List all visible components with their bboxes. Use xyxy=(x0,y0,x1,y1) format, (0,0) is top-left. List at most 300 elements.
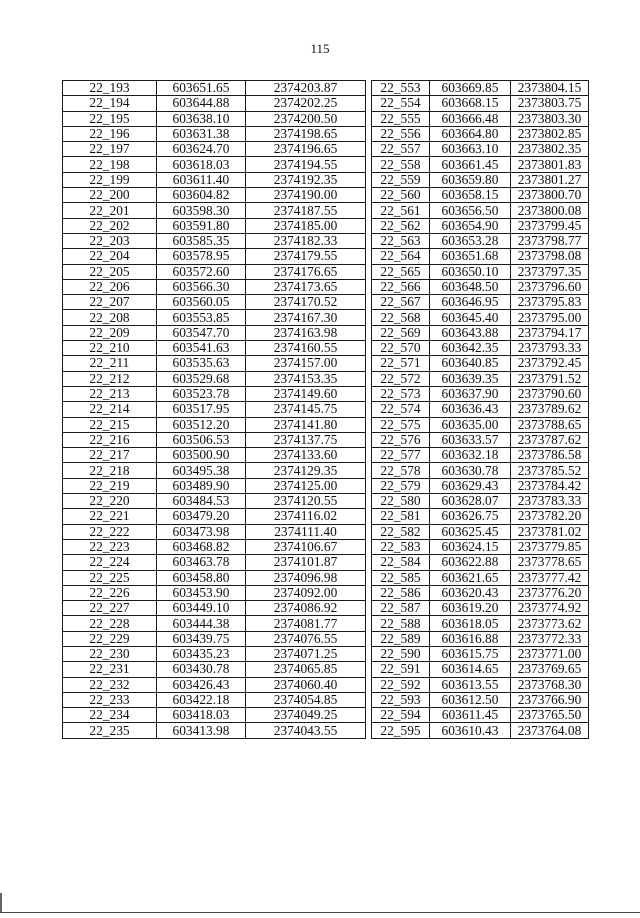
point-id-cell: 22_575 xyxy=(372,417,430,432)
x-coordinate-cell: 603547.70 xyxy=(157,325,246,340)
y-coordinate-cell: 2374160.55 xyxy=(246,341,366,356)
point-id-cell: 22_202 xyxy=(63,218,157,233)
point-id-cell: 22_224 xyxy=(63,555,157,570)
point-id-cell: 22_578 xyxy=(372,463,430,478)
point-id-cell: 22_194 xyxy=(63,96,157,111)
x-coordinate-cell: 603444.38 xyxy=(157,616,246,631)
point-id-cell: 22_216 xyxy=(63,432,157,447)
point-id-cell: 22_590 xyxy=(372,646,430,661)
x-coordinate-cell: 603413.98 xyxy=(157,723,246,738)
x-coordinate-cell: 603635.00 xyxy=(430,417,511,432)
point-id-cell: 22_197 xyxy=(63,142,157,157)
y-coordinate-cell: 2374149.60 xyxy=(246,386,366,401)
point-id-cell: 22_215 xyxy=(63,417,157,432)
point-id-cell: 22_573 xyxy=(372,386,430,401)
point-id-cell: 22_221 xyxy=(63,509,157,524)
y-coordinate-cell: 2374071.25 xyxy=(246,646,366,661)
table-row xyxy=(63,417,589,432)
x-coordinate-cell: 603529.68 xyxy=(157,371,246,386)
point-id-cell: 22_559 xyxy=(372,172,430,187)
y-coordinate-cell: 2373788.65 xyxy=(511,417,589,432)
x-coordinate-cell: 603523.78 xyxy=(157,386,246,401)
x-coordinate-cell: 603495.38 xyxy=(157,463,246,478)
x-coordinate-cell: 603506.53 xyxy=(157,432,246,447)
point-id-cell: 22_580 xyxy=(372,494,430,509)
point-id-cell: 22_566 xyxy=(372,279,430,294)
x-coordinate-cell: 603435.23 xyxy=(157,646,246,661)
y-coordinate-cell: 2374133.60 xyxy=(246,448,366,463)
table-row xyxy=(63,371,589,386)
table-row xyxy=(63,646,589,661)
x-coordinate-cell: 603591.80 xyxy=(157,218,246,233)
y-coordinate-cell: 2374182.33 xyxy=(246,233,366,248)
point-id-cell: 22_198 xyxy=(63,157,157,172)
y-coordinate-cell: 2374190.00 xyxy=(246,188,366,203)
y-coordinate-cell: 2374157.00 xyxy=(246,356,366,371)
point-id-cell: 22_554 xyxy=(372,96,430,111)
x-coordinate-cell: 603633.57 xyxy=(430,432,511,447)
y-coordinate-cell: 2373771.00 xyxy=(511,646,589,661)
y-coordinate-cell: 2373777.42 xyxy=(511,570,589,585)
y-coordinate-cell: 2373776.20 xyxy=(511,585,589,600)
table-row xyxy=(63,509,589,524)
y-coordinate-cell: 2373795.00 xyxy=(511,310,589,325)
point-id-cell: 22_208 xyxy=(63,310,157,325)
y-coordinate-cell: 2373772.33 xyxy=(511,631,589,646)
table-row xyxy=(63,325,589,340)
x-coordinate-cell: 603663.10 xyxy=(430,142,511,157)
point-id-cell: 22_576 xyxy=(372,432,430,447)
x-coordinate-cell: 603626.75 xyxy=(430,509,511,524)
point-id-cell: 22_214 xyxy=(63,402,157,417)
table-row xyxy=(63,585,589,600)
table-row xyxy=(63,111,589,126)
point-id-cell: 22_569 xyxy=(372,325,430,340)
x-coordinate-cell: 603479.20 xyxy=(157,509,246,524)
point-id-cell: 22_212 xyxy=(63,371,157,386)
point-id-cell: 22_584 xyxy=(372,555,430,570)
table-row xyxy=(63,356,589,371)
y-coordinate-cell: 2373792.45 xyxy=(511,356,589,371)
table-row xyxy=(63,463,589,478)
y-coordinate-cell: 2374167.30 xyxy=(246,310,366,325)
x-coordinate-cell: 603418.03 xyxy=(157,708,246,723)
point-id-cell: 22_213 xyxy=(63,386,157,401)
y-coordinate-cell: 2373804.15 xyxy=(511,81,589,96)
y-coordinate-cell: 2374111.40 xyxy=(246,524,366,539)
y-coordinate-cell: 2374203.87 xyxy=(246,81,366,96)
x-coordinate-cell: 603553.85 xyxy=(157,310,246,325)
point-id-cell: 22_567 xyxy=(372,295,430,310)
y-coordinate-cell: 2373783.33 xyxy=(511,494,589,509)
point-id-cell: 22_228 xyxy=(63,616,157,631)
x-coordinate-cell: 603535.63 xyxy=(157,356,246,371)
point-id-cell: 22_594 xyxy=(372,708,430,723)
y-coordinate-cell: 2373791.52 xyxy=(511,371,589,386)
point-id-cell: 22_563 xyxy=(372,233,430,248)
table-row xyxy=(63,188,589,203)
coordinates-table xyxy=(62,80,589,739)
y-coordinate-cell: 2373790.60 xyxy=(511,386,589,401)
y-coordinate-cell: 2374116.02 xyxy=(246,509,366,524)
y-coordinate-cell: 2373800.70 xyxy=(511,188,589,203)
point-id-cell: 22_218 xyxy=(63,463,157,478)
x-coordinate-cell: 603613.55 xyxy=(430,677,511,692)
y-coordinate-cell: 2373797.35 xyxy=(511,264,589,279)
x-coordinate-cell: 603422.18 xyxy=(157,692,246,707)
point-id-cell: 22_574 xyxy=(372,402,430,417)
y-coordinate-cell: 2373784.42 xyxy=(511,478,589,493)
y-coordinate-cell: 2373785.52 xyxy=(511,463,589,478)
x-coordinate-cell: 603639.35 xyxy=(430,371,511,386)
x-coordinate-cell: 603611.45 xyxy=(430,708,511,723)
table-row xyxy=(63,708,589,723)
y-coordinate-cell: 2374173.65 xyxy=(246,279,366,294)
x-coordinate-cell: 603651.68 xyxy=(430,249,511,264)
point-id-cell: 22_561 xyxy=(372,203,430,218)
point-id-cell: 22_568 xyxy=(372,310,430,325)
point-id-cell: 22_587 xyxy=(372,601,430,616)
point-id-cell: 22_195 xyxy=(63,111,157,126)
x-coordinate-cell: 603628.07 xyxy=(430,494,511,509)
x-coordinate-cell: 603473.98 xyxy=(157,524,246,539)
table-row xyxy=(63,96,589,111)
x-coordinate-cell: 603572.60 xyxy=(157,264,246,279)
table-row xyxy=(63,295,589,310)
y-coordinate-cell: 2374081.77 xyxy=(246,616,366,631)
x-coordinate-cell: 603650.10 xyxy=(430,264,511,279)
point-id-cell: 22_211 xyxy=(63,356,157,371)
point-id-cell: 22_579 xyxy=(372,478,430,493)
y-coordinate-cell: 2373779.85 xyxy=(511,539,589,554)
x-coordinate-cell: 603651.65 xyxy=(157,81,246,96)
y-coordinate-cell: 2374202.25 xyxy=(246,96,366,111)
scan-edge-mark xyxy=(0,893,2,913)
point-id-cell: 22_558 xyxy=(372,157,430,172)
point-id-cell: 22_564 xyxy=(372,249,430,264)
x-coordinate-cell: 603458.80 xyxy=(157,570,246,585)
x-coordinate-cell: 603512.20 xyxy=(157,417,246,432)
page-bottom-rule xyxy=(0,912,640,913)
x-coordinate-cell: 603643.88 xyxy=(430,325,511,340)
table-body xyxy=(63,81,589,739)
x-coordinate-cell: 603463.78 xyxy=(157,555,246,570)
table-row xyxy=(63,539,589,554)
x-coordinate-cell: 603636.43 xyxy=(430,402,511,417)
table-row xyxy=(63,723,589,738)
y-coordinate-cell: 2373801.27 xyxy=(511,172,589,187)
x-coordinate-cell: 603616.88 xyxy=(430,631,511,646)
table-row xyxy=(63,142,589,157)
point-id-cell: 22_201 xyxy=(63,203,157,218)
x-coordinate-cell: 603666.48 xyxy=(430,111,511,126)
y-coordinate-cell: 2374170.52 xyxy=(246,295,366,310)
point-id-cell: 22_586 xyxy=(372,585,430,600)
x-coordinate-cell: 603500.90 xyxy=(157,448,246,463)
y-coordinate-cell: 2373787.62 xyxy=(511,432,589,447)
x-coordinate-cell: 603656.50 xyxy=(430,203,511,218)
point-id-cell: 22_557 xyxy=(372,142,430,157)
point-id-cell: 22_595 xyxy=(372,723,430,738)
table-row xyxy=(63,233,589,248)
y-coordinate-cell: 2374198.65 xyxy=(246,126,366,141)
y-coordinate-cell: 2374185.00 xyxy=(246,218,366,233)
y-coordinate-cell: 2374137.75 xyxy=(246,432,366,447)
y-coordinate-cell: 2373778.65 xyxy=(511,555,589,570)
x-coordinate-cell: 603426.43 xyxy=(157,677,246,692)
x-coordinate-cell: 603541.63 xyxy=(157,341,246,356)
table-row xyxy=(63,81,589,96)
y-coordinate-cell: 2373800.08 xyxy=(511,203,589,218)
y-coordinate-cell: 2373803.30 xyxy=(511,111,589,126)
x-coordinate-cell: 603654.90 xyxy=(430,218,511,233)
y-coordinate-cell: 2373768.30 xyxy=(511,677,589,692)
y-coordinate-cell: 2374179.55 xyxy=(246,249,366,264)
table-row xyxy=(63,478,589,493)
table-row xyxy=(63,601,589,616)
point-id-cell: 22_565 xyxy=(372,264,430,279)
table-row xyxy=(63,677,589,692)
point-id-cell: 22_583 xyxy=(372,539,430,554)
table-row xyxy=(63,310,589,325)
table-row xyxy=(63,157,589,172)
y-coordinate-cell: 2374054.85 xyxy=(246,692,366,707)
table-row xyxy=(63,662,589,677)
y-coordinate-cell: 2373782.20 xyxy=(511,509,589,524)
x-coordinate-cell: 603632.18 xyxy=(430,448,511,463)
x-coordinate-cell: 603625.45 xyxy=(430,524,511,539)
point-id-cell: 22_556 xyxy=(372,126,430,141)
x-coordinate-cell: 603659.80 xyxy=(430,172,511,187)
page-number: 115 xyxy=(310,41,330,56)
x-coordinate-cell: 603629.43 xyxy=(430,478,511,493)
y-coordinate-cell: 2373794.17 xyxy=(511,325,589,340)
point-id-cell: 22_560 xyxy=(372,188,430,203)
y-coordinate-cell: 2373793.33 xyxy=(511,341,589,356)
x-coordinate-cell: 603619.20 xyxy=(430,601,511,616)
y-coordinate-cell: 2373802.85 xyxy=(511,126,589,141)
point-id-cell: 22_207 xyxy=(63,295,157,310)
y-coordinate-cell: 2374200.50 xyxy=(246,111,366,126)
point-id-cell: 22_209 xyxy=(63,325,157,340)
y-coordinate-cell: 2373766.90 xyxy=(511,692,589,707)
point-id-cell: 22_226 xyxy=(63,585,157,600)
x-coordinate-cell: 603612.50 xyxy=(430,692,511,707)
point-id-cell: 22_227 xyxy=(63,601,157,616)
y-coordinate-cell: 2373774.92 xyxy=(511,601,589,616)
y-coordinate-cell: 2374163.98 xyxy=(246,325,366,340)
table-row xyxy=(63,218,589,233)
x-coordinate-cell: 603439.75 xyxy=(157,631,246,646)
point-id-cell: 22_570 xyxy=(372,341,430,356)
x-coordinate-cell: 603624.70 xyxy=(157,142,246,157)
y-coordinate-cell: 2373802.35 xyxy=(511,142,589,157)
table-row xyxy=(63,692,589,707)
x-coordinate-cell: 603624.15 xyxy=(430,539,511,554)
x-coordinate-cell: 603630.78 xyxy=(430,463,511,478)
point-id-cell: 22_210 xyxy=(63,341,157,356)
x-coordinate-cell: 603622.88 xyxy=(430,555,511,570)
x-coordinate-cell: 603468.82 xyxy=(157,539,246,554)
table-row xyxy=(63,279,589,294)
y-coordinate-cell: 2374153.35 xyxy=(246,371,366,386)
y-coordinate-cell: 2374145.75 xyxy=(246,402,366,417)
point-id-cell: 22_592 xyxy=(372,677,430,692)
y-coordinate-cell: 2374192.35 xyxy=(246,172,366,187)
y-coordinate-cell: 2374092.00 xyxy=(246,585,366,600)
x-coordinate-cell: 603648.50 xyxy=(430,279,511,294)
table-row xyxy=(63,249,589,264)
point-id-cell: 22_232 xyxy=(63,677,157,692)
table-row xyxy=(63,631,589,646)
x-coordinate-cell: 603585.35 xyxy=(157,233,246,248)
table-row xyxy=(63,386,589,401)
point-id-cell: 22_222 xyxy=(63,524,157,539)
point-id-cell: 22_206 xyxy=(63,279,157,294)
point-id-cell: 22_571 xyxy=(372,356,430,371)
x-coordinate-cell: 603646.95 xyxy=(430,295,511,310)
y-coordinate-cell: 2374176.65 xyxy=(246,264,366,279)
x-coordinate-cell: 603430.78 xyxy=(157,662,246,677)
table-row xyxy=(63,448,589,463)
x-coordinate-cell: 603653.28 xyxy=(430,233,511,248)
x-coordinate-cell: 603642.35 xyxy=(430,341,511,356)
point-id-cell: 22_229 xyxy=(63,631,157,646)
y-coordinate-cell: 2373764.08 xyxy=(511,723,589,738)
y-coordinate-cell: 2374196.65 xyxy=(246,142,366,157)
x-coordinate-cell: 603645.40 xyxy=(430,310,511,325)
x-coordinate-cell: 603489.90 xyxy=(157,478,246,493)
y-coordinate-cell: 2373798.77 xyxy=(511,233,589,248)
x-coordinate-cell: 603517.95 xyxy=(157,402,246,417)
point-id-cell: 22_562 xyxy=(372,218,430,233)
y-coordinate-cell: 2374120.55 xyxy=(246,494,366,509)
y-coordinate-cell: 2374049.25 xyxy=(246,708,366,723)
y-coordinate-cell: 2373789.62 xyxy=(511,402,589,417)
x-coordinate-cell: 603668.15 xyxy=(430,96,511,111)
y-coordinate-cell: 2374065.85 xyxy=(246,662,366,677)
x-coordinate-cell: 603658.15 xyxy=(430,188,511,203)
table-row xyxy=(63,402,589,417)
y-coordinate-cell: 2374129.35 xyxy=(246,463,366,478)
y-coordinate-cell: 2373798.08 xyxy=(511,249,589,264)
point-id-cell: 22_219 xyxy=(63,478,157,493)
x-coordinate-cell: 603631.38 xyxy=(157,126,246,141)
y-coordinate-cell: 2374194.55 xyxy=(246,157,366,172)
point-id-cell: 22_581 xyxy=(372,509,430,524)
y-coordinate-cell: 2374125.00 xyxy=(246,478,366,493)
point-id-cell: 22_233 xyxy=(63,692,157,707)
y-coordinate-cell: 2373796.60 xyxy=(511,279,589,294)
point-id-cell: 22_204 xyxy=(63,249,157,264)
point-id-cell: 22_203 xyxy=(63,233,157,248)
y-coordinate-cell: 2373795.83 xyxy=(511,295,589,310)
x-coordinate-cell: 603614.65 xyxy=(430,662,511,677)
point-id-cell: 22_223 xyxy=(63,539,157,554)
y-coordinate-cell: 2373773.62 xyxy=(511,616,589,631)
x-coordinate-cell: 603449.10 xyxy=(157,601,246,616)
point-id-cell: 22_582 xyxy=(372,524,430,539)
point-id-cell: 22_231 xyxy=(63,662,157,677)
point-id-cell: 22_553 xyxy=(372,81,430,96)
point-id-cell: 22_572 xyxy=(372,371,430,386)
point-id-cell: 22_205 xyxy=(63,264,157,279)
x-coordinate-cell: 603661.45 xyxy=(430,157,511,172)
point-id-cell: 22_193 xyxy=(63,81,157,96)
point-id-cell: 22_230 xyxy=(63,646,157,661)
table-row xyxy=(63,341,589,356)
y-coordinate-cell: 2374141.80 xyxy=(246,417,366,432)
y-coordinate-cell: 2373786.58 xyxy=(511,448,589,463)
y-coordinate-cell: 2374187.55 xyxy=(246,203,366,218)
x-coordinate-cell: 603566.30 xyxy=(157,279,246,294)
x-coordinate-cell: 603615.75 xyxy=(430,646,511,661)
x-coordinate-cell: 603664.80 xyxy=(430,126,511,141)
y-coordinate-cell: 2374043.55 xyxy=(246,723,366,738)
point-id-cell: 22_589 xyxy=(372,631,430,646)
y-coordinate-cell: 2374096.98 xyxy=(246,570,366,585)
x-coordinate-cell: 603618.03 xyxy=(157,157,246,172)
x-coordinate-cell: 603621.65 xyxy=(430,570,511,585)
point-id-cell: 22_217 xyxy=(63,448,157,463)
x-coordinate-cell: 603618.05 xyxy=(430,616,511,631)
table-row xyxy=(63,126,589,141)
y-coordinate-cell: 2373801.83 xyxy=(511,157,589,172)
point-id-cell: 22_588 xyxy=(372,616,430,631)
point-id-cell: 22_593 xyxy=(372,692,430,707)
point-id-cell: 22_585 xyxy=(372,570,430,585)
x-coordinate-cell: 603638.10 xyxy=(157,111,246,126)
point-id-cell: 22_555 xyxy=(372,111,430,126)
y-coordinate-cell: 2373803.75 xyxy=(511,96,589,111)
x-coordinate-cell: 603620.43 xyxy=(430,585,511,600)
x-coordinate-cell: 603598.30 xyxy=(157,203,246,218)
table-row xyxy=(63,264,589,279)
x-coordinate-cell: 603637.90 xyxy=(430,386,511,401)
table-row xyxy=(63,203,589,218)
table-row xyxy=(63,432,589,447)
table-row xyxy=(63,494,589,509)
x-coordinate-cell: 603640.85 xyxy=(430,356,511,371)
x-coordinate-cell: 603644.88 xyxy=(157,96,246,111)
table-row xyxy=(63,524,589,539)
x-coordinate-cell: 603604.82 xyxy=(157,188,246,203)
table-row xyxy=(63,555,589,570)
point-id-cell: 22_220 xyxy=(63,494,157,509)
y-coordinate-cell: 2374106.67 xyxy=(246,539,366,554)
x-coordinate-cell: 603560.05 xyxy=(157,295,246,310)
x-coordinate-cell: 603610.43 xyxy=(430,723,511,738)
x-coordinate-cell: 603484.53 xyxy=(157,494,246,509)
point-id-cell: 22_234 xyxy=(63,708,157,723)
table-row xyxy=(63,570,589,585)
y-coordinate-cell: 2374086.92 xyxy=(246,601,366,616)
x-coordinate-cell: 603669.85 xyxy=(430,81,511,96)
point-id-cell: 22_225 xyxy=(63,570,157,585)
point-id-cell: 22_577 xyxy=(372,448,430,463)
point-id-cell: 22_200 xyxy=(63,188,157,203)
point-id-cell: 22_591 xyxy=(372,662,430,677)
x-coordinate-cell: 603453.90 xyxy=(157,585,246,600)
y-coordinate-cell: 2373781.02 xyxy=(511,524,589,539)
x-coordinate-cell: 603611.40 xyxy=(157,172,246,187)
x-coordinate-cell: 603578.95 xyxy=(157,249,246,264)
y-coordinate-cell: 2373765.50 xyxy=(511,708,589,723)
y-coordinate-cell: 2374101.87 xyxy=(246,555,366,570)
y-coordinate-cell: 2373799.45 xyxy=(511,218,589,233)
point-id-cell: 22_199 xyxy=(63,172,157,187)
y-coordinate-cell: 2374076.55 xyxy=(246,631,366,646)
